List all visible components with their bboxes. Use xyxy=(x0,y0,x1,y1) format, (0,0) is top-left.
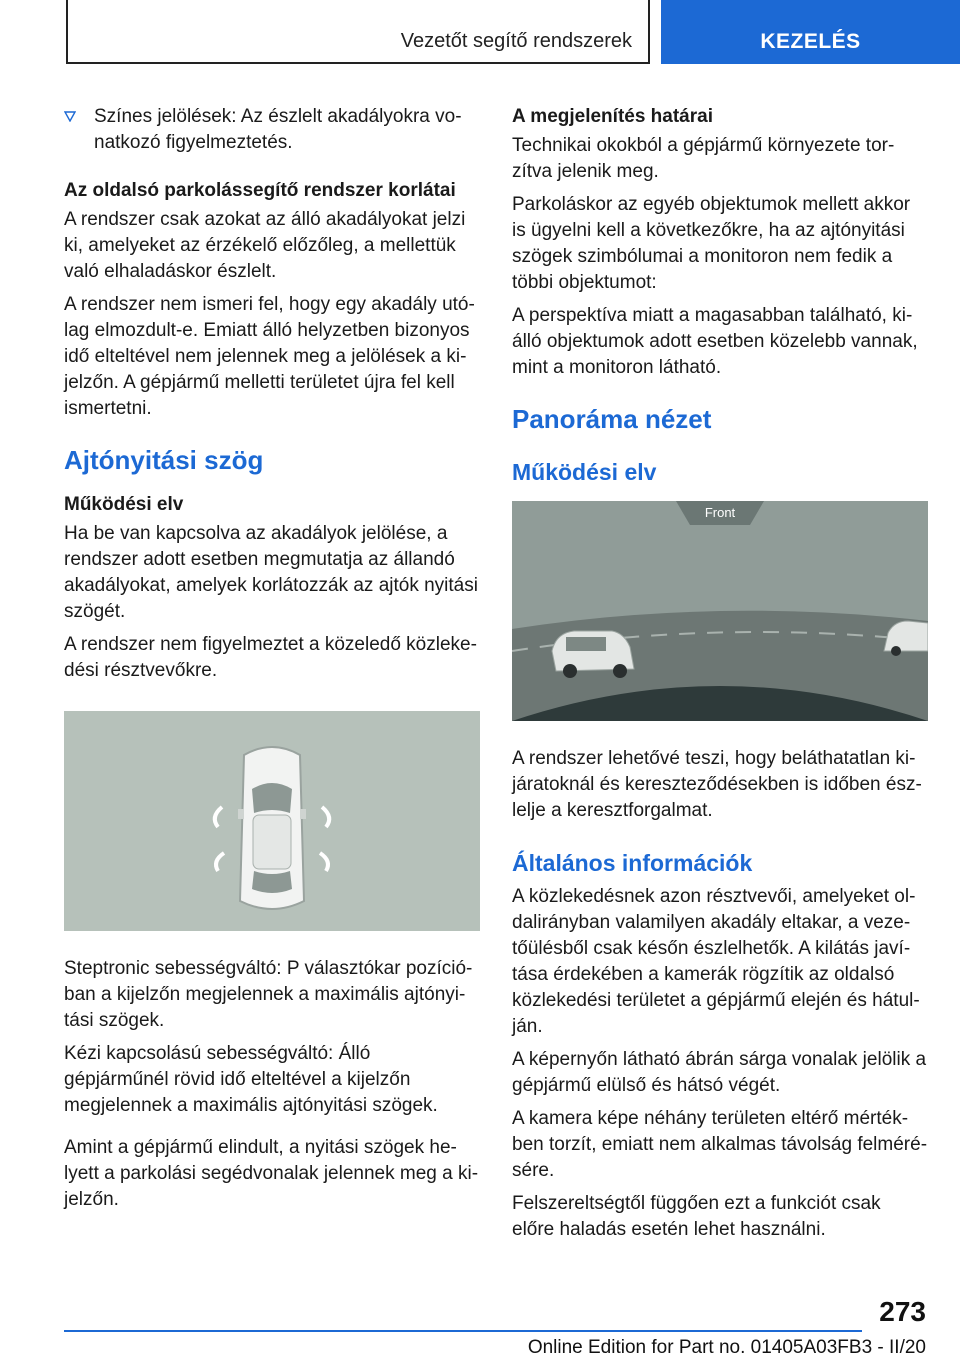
right-column xyxy=(512,104,928,1250)
edition-footer: Online Edition for Part no. 01405A03FB3 - II/20 xyxy=(527,1337,926,1358)
steptronic-paragraph: Steptronic sebességváltó: P választókar pozícióban a kijelzőn megjelennek a maximális ajtónyitási szögek. xyxy=(64,958,473,1031)
section-title: Vezetőt segítő rendszerek xyxy=(400,30,632,52)
chapter-tab-label: KEZELÉS xyxy=(760,30,861,53)
side-limits-paragraph-2: A rendszer nem ismeri fel, hogy egy akadály utólag elmozdult-e. Emiatt álló helyzetben bizonyos idő elteltével nem jelennek meg a jelölések a kijelzőn. A gépjármű melletti területet újra fel kell ismertetni. xyxy=(64,294,475,419)
footer-divider xyxy=(64,1330,862,1332)
front-label: Front xyxy=(704,505,736,520)
general-paragraph-2: A képernyőn látható ábrán sárga vonalak jelölik a gépjármű elülső és hátsó végét. xyxy=(512,1049,927,1096)
limits-paragraph-2: Parkoláskor az egyéb objektumok mellett akkor is ügyelni kell a következőkre, ha az ajtónyitási szögek szimbólumai a monitoron nem fedik a többi objektumot: xyxy=(512,194,911,293)
general-paragraph-4: Felszereltségtől függően ezt a funkciót csak előre haladás esetén lehet használni. xyxy=(512,1193,881,1240)
panorama-camera-figure xyxy=(512,501,928,721)
running-header xyxy=(66,0,650,64)
left-column xyxy=(64,104,480,1220)
manual-gearbox-paragraph: Kézi kapcsolású sebességváltó: Álló gépjárműnél rövid idő elteltével a kijelzőn megjelennek a maximális ajtónyitási szögek. xyxy=(64,1043,438,1116)
chapter-tab[interactable] xyxy=(661,0,960,64)
general-paragraph-3: A kamera képe néhány területen eltérő mértékben torzít, emiatt nem alkalmas távolság felmérésére. xyxy=(512,1108,928,1181)
limits-paragraph-1: Technikai okokból a gépjármű környezete torzítva jelenik meg. xyxy=(512,135,895,182)
general-paragraph-1: A közlekedésnek azon résztvevői, amelyeket oldalirányban valamilyen akadály eltakar, a vezetőülésből csak későn észlelhetők. A kilátás javítása érdekében a kamerák rögzítik az oldalsó közlekedési területet a gépjármű elején és hátulján. xyxy=(512,886,920,1037)
side-parking-limits-heading: Az oldalsó parkolássegítő rendszer korlátai xyxy=(64,180,456,201)
bullet-text: Színes jelölések: Az észlelt akadályokra vonatkozó figyelmeztetés. xyxy=(94,106,462,153)
door-principle-heading: Működési elv xyxy=(64,494,184,515)
display-limits-heading: A megjelenítés határai xyxy=(512,106,713,127)
limits-paragraph-3: A perspektíva miatt a magasabban található, kiálló objektumok adott esetben közelebb vannak, mint a monitoron látható. xyxy=(512,305,918,378)
door-paragraph-2: A rendszer nem figyelmeztet a közeledő közlekedési résztvevőkre. xyxy=(64,634,477,681)
panorama-principle-heading: Működési elv xyxy=(512,459,657,485)
door-paragraph-1: Ha be van kapcsolva az akadályok jelölése, a rendszer adott esetben megmutatja az állandó akadályokat, amelyek korlátozzák az ajtók nyitási szögét. xyxy=(64,523,478,622)
panorama-title: Panoráma nézet xyxy=(512,404,712,434)
bullet-triangle-icon xyxy=(64,111,76,122)
side-limits-paragraph-1: A rendszer csak azokat az álló akadályokat jelzi ki, amelyeket az érzékelő előzőleg, a mellettük való elhaladáskor észlelt. xyxy=(64,209,466,282)
door-angle-title: Ajtónyitási szög xyxy=(64,445,264,475)
panorama-paragraph: A rendszer lehetővé teszi, hogy beláthatatlan kijáratoknál és kereszteződésekben is időben észlelje a keresztforgalmat. xyxy=(512,748,922,821)
door-angle-figure xyxy=(64,711,480,931)
moving-paragraph: Amint a gépjármű elindult, a nyitási szögek helyett a parkolási segédvonalak jelennek meg a kijelzőn. xyxy=(64,1137,479,1210)
page-number: 273 xyxy=(879,1296,926,1327)
bullet-item xyxy=(64,104,480,156)
general-info-heading: Általános információk xyxy=(512,850,753,876)
car-top-view-icon xyxy=(238,747,306,909)
